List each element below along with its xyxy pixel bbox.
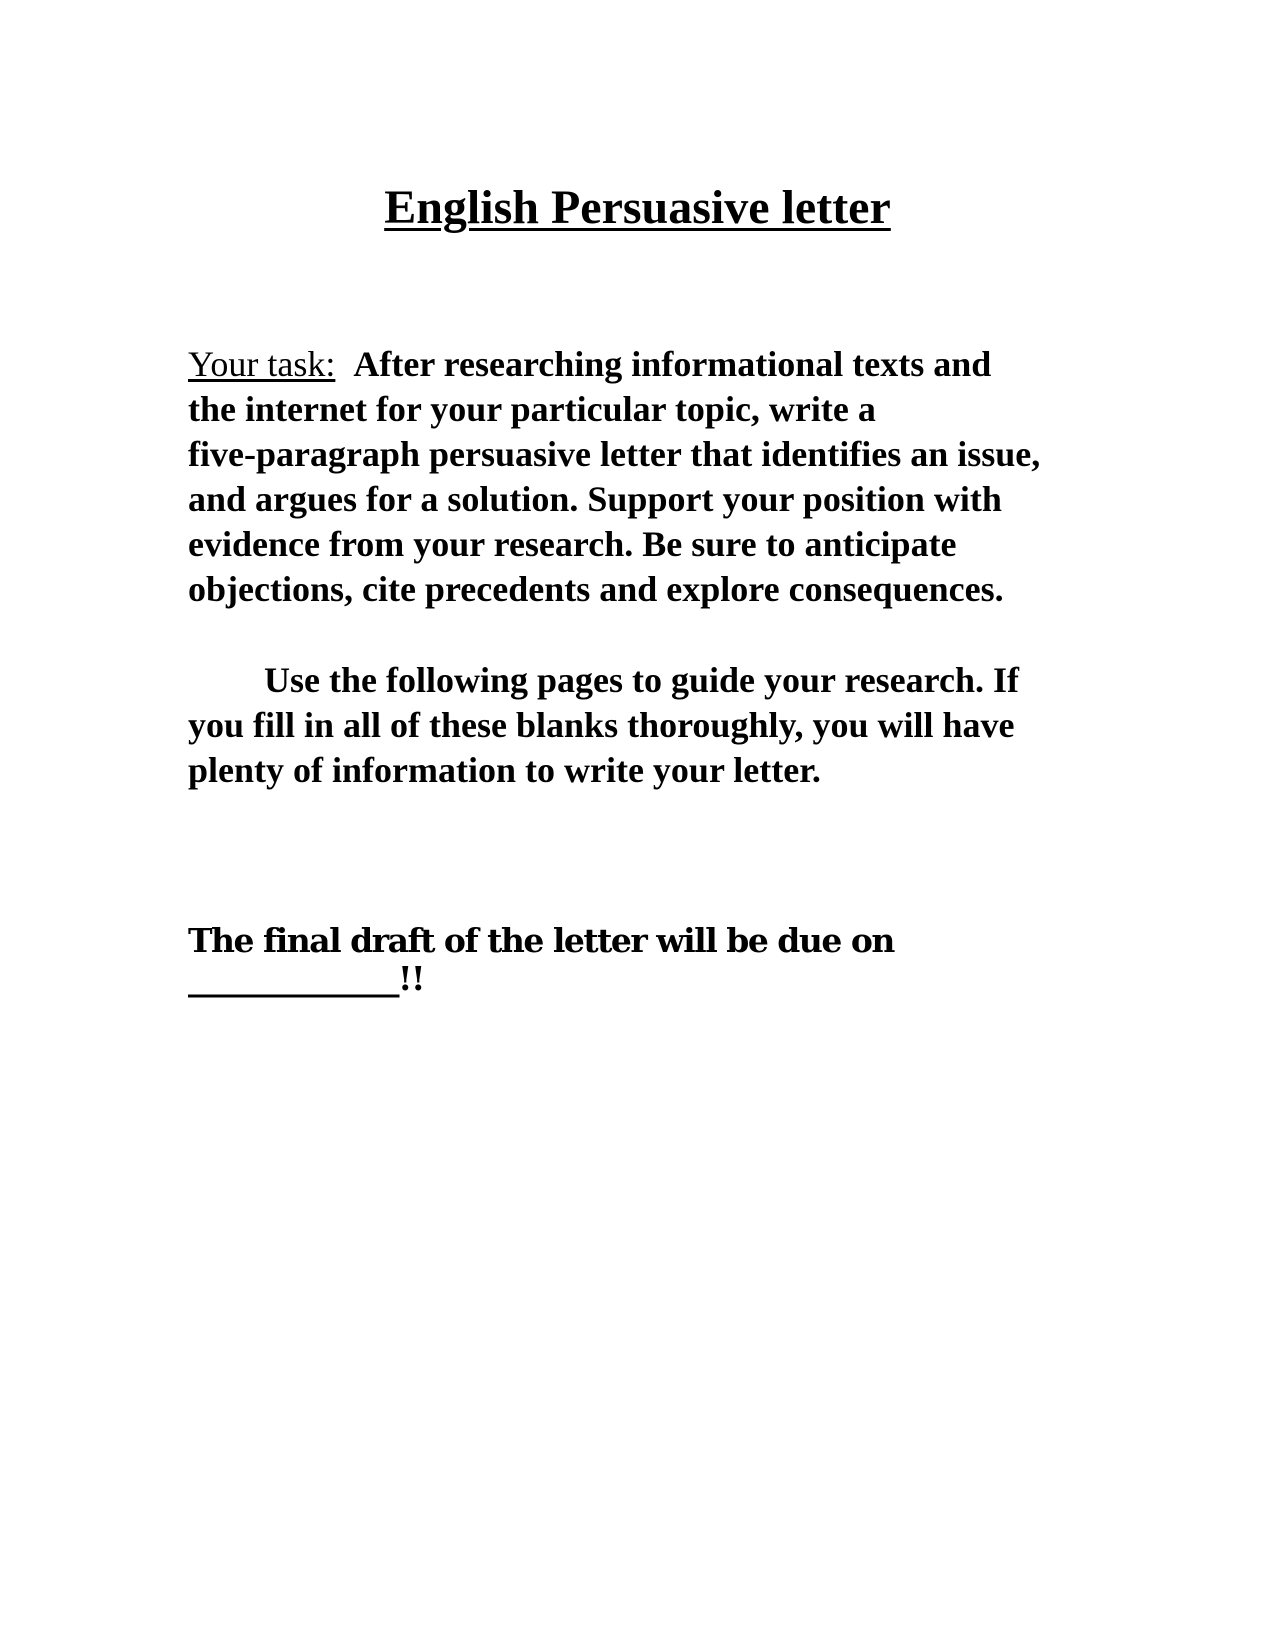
task-line-3: five-paragraph persuasive letter that identifies an issue, xyxy=(188,434,1041,474)
task-line-1-text: After researching informational texts and xyxy=(353,344,992,384)
task-paragraph xyxy=(188,342,1088,612)
guide-line-1-text: Use the following pages to guide your research. If xyxy=(264,660,1019,700)
due-date-blank: ______________!! xyxy=(188,959,424,998)
due-line-1: The final draft of the letter will be due on xyxy=(188,921,894,960)
task-line-2: the internet for your particular topic, write a xyxy=(188,389,876,429)
due-date-notice xyxy=(188,922,1088,998)
guide-paragraph xyxy=(188,658,1088,793)
task-line-6: objections, cite precedents and explore consequences. xyxy=(188,569,1004,609)
task-label: Your task: xyxy=(188,344,336,384)
task-line-1 xyxy=(188,342,1088,387)
document-title-text: English Persuasive letter xyxy=(384,181,891,234)
guide-line-3: plenty of information to write your letter. xyxy=(188,750,821,790)
guide-line-2: you fill in all of these blanks thoroughly, you will have xyxy=(188,705,1015,745)
task-line-4: and argues for a solution. Support your position with xyxy=(188,479,1002,519)
task-line-5: evidence from your research. Be sure to anticipate xyxy=(188,524,957,564)
document-title xyxy=(0,178,1275,238)
guide-line-1 xyxy=(188,658,1088,703)
